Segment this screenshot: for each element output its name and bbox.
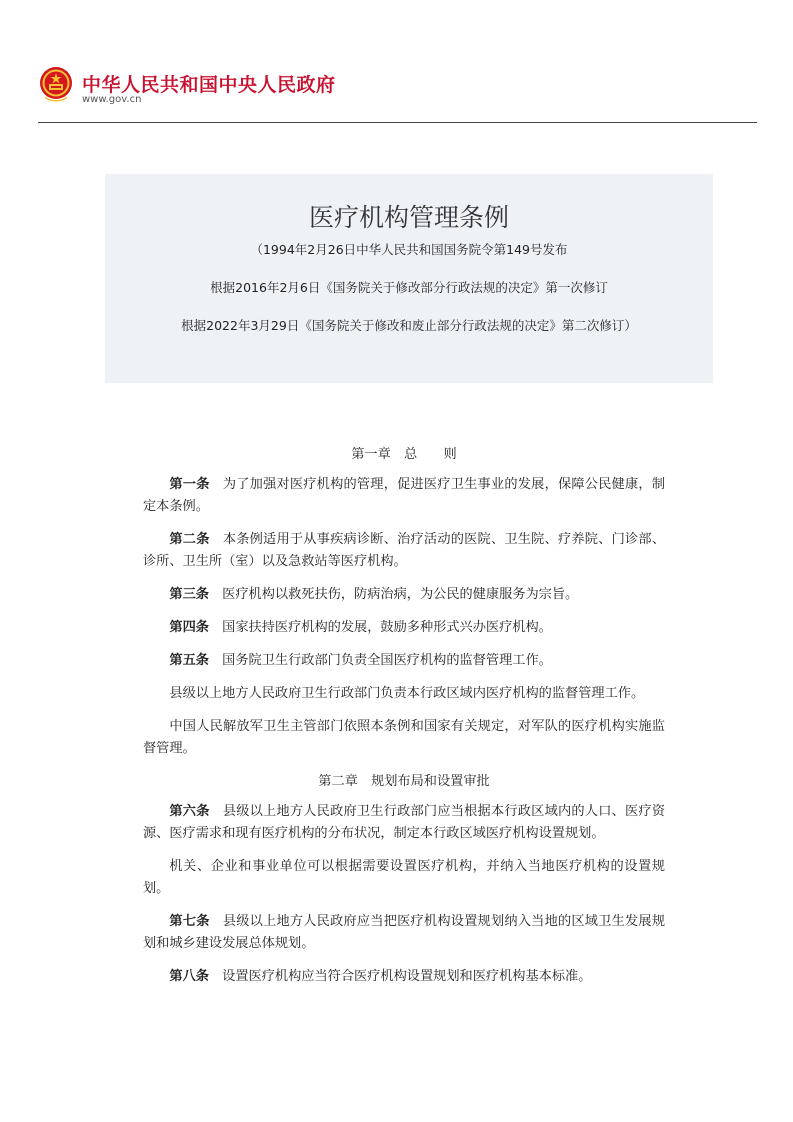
article-text: 设置医疗机构应当符合医疗机构设置规划和医疗机构基本标准。 [222, 969, 592, 984]
article-label: 第一条 [169, 477, 210, 492]
article-6 [143, 801, 665, 845]
promulgation-note: （1994年2月26日中华人民共和国国务院令第149号发布 [250, 242, 568, 257]
document-body [143, 444, 665, 999]
article-3 [143, 584, 665, 606]
article-text: 国务院卫生行政部门负责全国医疗机构的监督管理工作。 [222, 653, 552, 668]
article-text: 为了加强对医疗机构的管理，促进医疗卫生事业的发展，保障公民健康，制定本条例。 [143, 477, 666, 514]
article-text: 县级以上地方人民政府应当把医疗机构设置规划纳入当地的区域卫生发展规划和城乡建设发展总体规划。 [143, 914, 666, 951]
national-emblem-icon[interactable] [38, 66, 74, 104]
second-revision-note: 根据2022年3月29日《国务院关于修改和废止部分行政法规的决定》第二次修订） [181, 318, 637, 333]
article-label: 第三条 [169, 587, 209, 602]
article-label: 第四条 [169, 620, 209, 635]
chapter-heading: 第二章 规划布局和设置审批 [318, 774, 490, 789]
article-label: 第二条 [169, 532, 210, 547]
article-text: 本条例适用于从事疾病诊断、治疗活动的医院、卫生院、疗养院、门诊部、诊所、卫生所（室）以及急救站等医疗机构。 [143, 532, 666, 569]
article-text: 医疗机构以救死扶伤，防病治病，为公民的健康服务为宗旨。 [222, 587, 579, 602]
first-revision-note: 根据2016年2月6日《国务院关于修改部分行政法规的决定》第一次修订 [210, 280, 608, 295]
title-box [105, 174, 713, 383]
article-text: 县级以上地方人民政府卫生行政部门应当根据本行政区域内的人口、医疗资源、医疗需求和现有医疗机构的分布状况，制定本行政区域医疗机构设置规划。 [143, 804, 666, 841]
article-label: 第六条 [169, 804, 210, 819]
article-7 [143, 911, 665, 955]
document-title: 医疗机构管理条例 [308, 203, 509, 232]
header-divider [38, 122, 757, 123]
article-2 [143, 529, 665, 573]
site-name[interactable]: 中华人民共和国中央人民政府 [82, 74, 336, 96]
article-5-paragraph-3: 中国人民解放军卫生主管部门依照本条例和国家有关规定，对军队的医疗机构实施监督管理。 [143, 719, 665, 756]
article-5-paragraph-2: 县级以上地方人民政府卫生行政部门负责本行政区域内医疗机构的监督管理工作。 [169, 686, 645, 701]
article-6-paragraph-2: 机关、企业和事业单位可以根据需要设置医疗机构，并纳入当地医疗机构的设置规划。 [143, 859, 665, 896]
site-url[interactable]: www.gov.cn [82, 94, 142, 105]
article-text: 国家扶持医疗机构的发展，鼓励多种形式兴办医疗机构。 [222, 620, 552, 635]
site-header [38, 64, 758, 124]
article-label: 第八条 [169, 969, 209, 984]
article-label: 第七条 [169, 914, 210, 929]
article-5 [143, 650, 665, 672]
article-4 [143, 617, 665, 639]
article-label: 第五条 [169, 653, 209, 668]
article-8 [143, 966, 665, 988]
article-1 [143, 474, 665, 518]
chapter-heading: 第一章 总 则 [351, 447, 457, 462]
